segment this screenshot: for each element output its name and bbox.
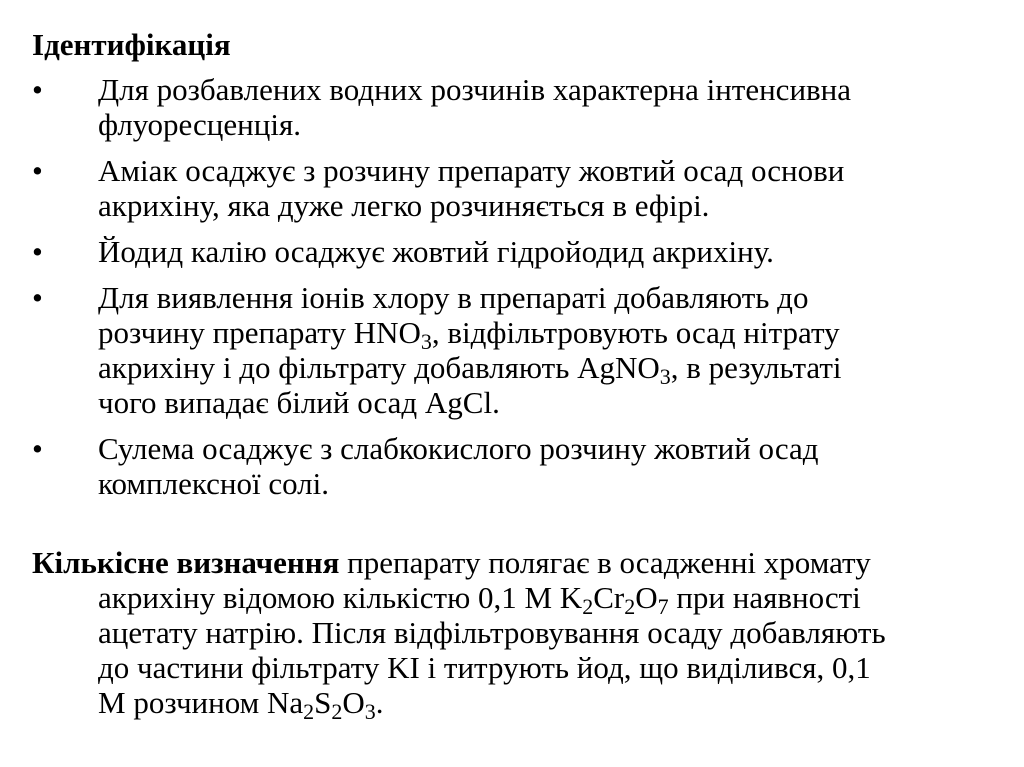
bullet-text-line: акрихіну, яка дуже легко розчиняється в ефірі. [98, 188, 710, 223]
bullet-text-line: Аміак осаджує з розчину препарату жовтий осад основи [98, 153, 845, 188]
bullet-icon: • [32, 72, 43, 107]
text-fragment: , відфільтровують осад нітрату [431, 315, 840, 350]
bullet-item-mercuric-chloride [0, 431, 998, 501]
subscript: 3 [659, 364, 671, 389]
quantitative-determination-term: Кількісне визначення [32, 545, 340, 580]
bullet-text-line [98, 350, 998, 389]
section-heading-identification: Ідентифікація [32, 27, 231, 62]
text-fragment: . [375, 685, 384, 720]
text-fragment: Cr [593, 580, 625, 615]
subscript: 2 [331, 699, 343, 724]
text-fragment: O [342, 685, 365, 720]
text-fragment: розчину препарату HNO [98, 315, 421, 350]
subscript: 2 [582, 594, 594, 619]
text-fragment: при наявності [668, 580, 861, 615]
text-fragment: акрихіну і до фільтрату добавляють AgNO [98, 350, 660, 385]
quantitative-determination-paragraph [32, 545, 1012, 724]
identification-bullet-list [0, 72, 1024, 512]
bullet-text-line: комплексної солі. [98, 466, 330, 501]
paragraph-line [32, 685, 1012, 724]
bullet-icon: • [32, 431, 43, 466]
text-fragment: М розчином Na [98, 685, 304, 720]
bullet-icon: • [32, 280, 43, 315]
subscript: 3 [364, 699, 376, 724]
bullet-item-fluorescence [0, 72, 998, 142]
subscript: 2 [624, 594, 636, 619]
bullet-item-potassium-iodide [0, 234, 998, 269]
paragraph-line [32, 580, 1012, 619]
subscript: 3 [420, 329, 432, 354]
subscript: 2 [303, 699, 315, 724]
bullet-item-ammonia [0, 153, 998, 223]
bullet-icon: • [32, 153, 43, 188]
paragraph-line [32, 545, 1012, 580]
bullet-item-chloride-ions [0, 280, 998, 420]
text-fragment: S [314, 685, 332, 720]
bullet-text-line: чого випадає білий осад AgCl. [98, 385, 500, 420]
subscript: 7 [657, 594, 669, 619]
bullet-icon: • [32, 234, 43, 269]
text-fragment: O [635, 580, 658, 615]
bullet-text-line: Для розбавлених водних розчинів характерна інтенсивна [98, 72, 852, 107]
bullet-text-line: Для виявлення іонів хлору в препараті добавляють до [98, 280, 809, 315]
bullet-text-line [98, 315, 998, 354]
paragraph-line: ацетату натрію. Після відфільтровування осаду добавляють [98, 615, 886, 650]
bullet-text-line: Йодид калію осаджує жовтий гідройодид акрихіну. [98, 234, 774, 269]
text-fragment: акрихіну відомою кількістю 0,1 М K [98, 580, 583, 615]
bullet-text-line: Сулема осаджує з слабкокислого розчину жовтий осад [98, 431, 819, 466]
paragraph-line: до частини фільтрату KI і титрують йод, що виділився, 0,1 [98, 650, 871, 685]
text-fragment: , в результаті [670, 350, 842, 385]
text-fragment: препарату полягає в осадженні хромату [339, 545, 871, 580]
bullet-text-line: флуоресценція. [98, 107, 301, 142]
